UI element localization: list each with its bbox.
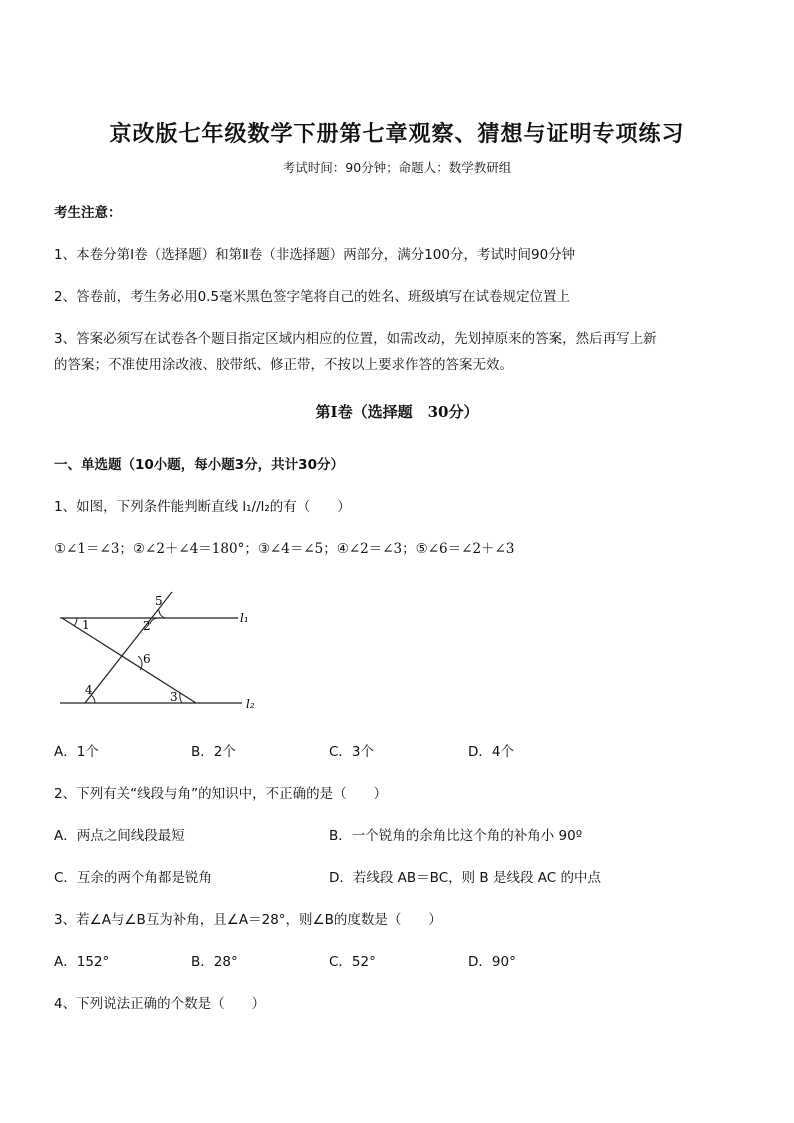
angle-arc-1 xyxy=(74,618,77,626)
q4-stem: 4、下列说法正确的个数是（ ） xyxy=(54,996,266,1012)
notice-item-2: 2、答卷前，考生务必用0.5毫米黑色签字笔将自己的姓名、班级填写在试卷规定位置上 xyxy=(54,289,571,305)
angle-arc-5 xyxy=(159,610,166,618)
q2-option-d[interactable]: D．若线段 AB＝BC，则 B 是线段 AC 的中点 xyxy=(329,870,601,886)
line-label-l2: l₂ xyxy=(246,697,255,711)
angle-label-3: 3 xyxy=(170,690,178,704)
q3-option-d[interactable]: D．90° xyxy=(468,954,516,970)
q2-option-c[interactable]: C．互余的两个角都是锐角 xyxy=(54,870,212,886)
angle-label-6: 6 xyxy=(143,652,151,666)
exam-info: 考试时间：90分钟；命题人：数学教研组 xyxy=(282,160,512,175)
notice-heading: 考生注意： xyxy=(54,205,122,221)
transversal-2 xyxy=(85,592,172,703)
q1-figure xyxy=(50,590,280,720)
line-label-l1: l₁ xyxy=(240,611,249,625)
angle-label-4: 4 xyxy=(85,683,93,697)
q3-option-c[interactable]: C．52° xyxy=(329,954,376,970)
notice-item-3: 3、答案必须写在试卷各个题目指定区域内相应的位置，如需改动，先划掉原来的答案，然后再写上新 xyxy=(54,331,657,347)
q2-option-a[interactable]: A．两点之间线段最短 xyxy=(54,828,185,844)
part-heading: 一、单选题（10小题，每小题3分，共计30分） xyxy=(54,457,344,473)
q1-conditions: ①∠1＝∠3；②∠2＋∠4＝180°；③∠4＝∠5；④∠2＝∠3；⑤∠6＝∠2＋∠3 xyxy=(54,541,515,557)
q3-option-b[interactable]: B．28° xyxy=(191,954,238,970)
angle-label-5: 5 xyxy=(155,594,163,608)
angle-label-2: 2 xyxy=(143,619,151,633)
q2-option-b[interactable]: B．一个锐角的余角比这个角的补角小 90º xyxy=(329,828,583,844)
q1-option-a[interactable]: A．1个 xyxy=(54,744,99,760)
q3-stem: 3、若∠A与∠B互为补角，且∠A＝28°，则∠B的度数是（ ） xyxy=(54,912,442,928)
q1-option-b[interactable]: B．2个 xyxy=(191,744,236,760)
page-title: 京改版七年级数学下册第七章观察、猜想与证明专项练习 xyxy=(109,121,685,147)
q1-option-c[interactable]: C．3个 xyxy=(329,744,375,760)
notice-item-1: 1、本卷分第Ⅰ卷（选择题）和第Ⅱ卷（非选择题）两部分，满分100分，考试时间90分钟 xyxy=(54,247,576,263)
q2-stem: 2、下列有关“线段与角”的知识中，不正确的是（ ） xyxy=(54,786,388,802)
notice-item-3-cont: 的答案；不准使用涂改液、胶带纸、修正带，不按以上要求作答的答案无效。 xyxy=(54,357,513,373)
q1-option-d[interactable]: D．4个 xyxy=(468,744,514,760)
section-title: 第Ⅰ卷（选择题 30分） xyxy=(315,403,479,421)
q1-stem: 1、如图，下列条件能判断直线 l₁//l₂的有（ ） xyxy=(54,499,351,515)
angle-label-1: 1 xyxy=(82,618,90,632)
q3-option-a[interactable]: A．152° xyxy=(54,954,110,970)
